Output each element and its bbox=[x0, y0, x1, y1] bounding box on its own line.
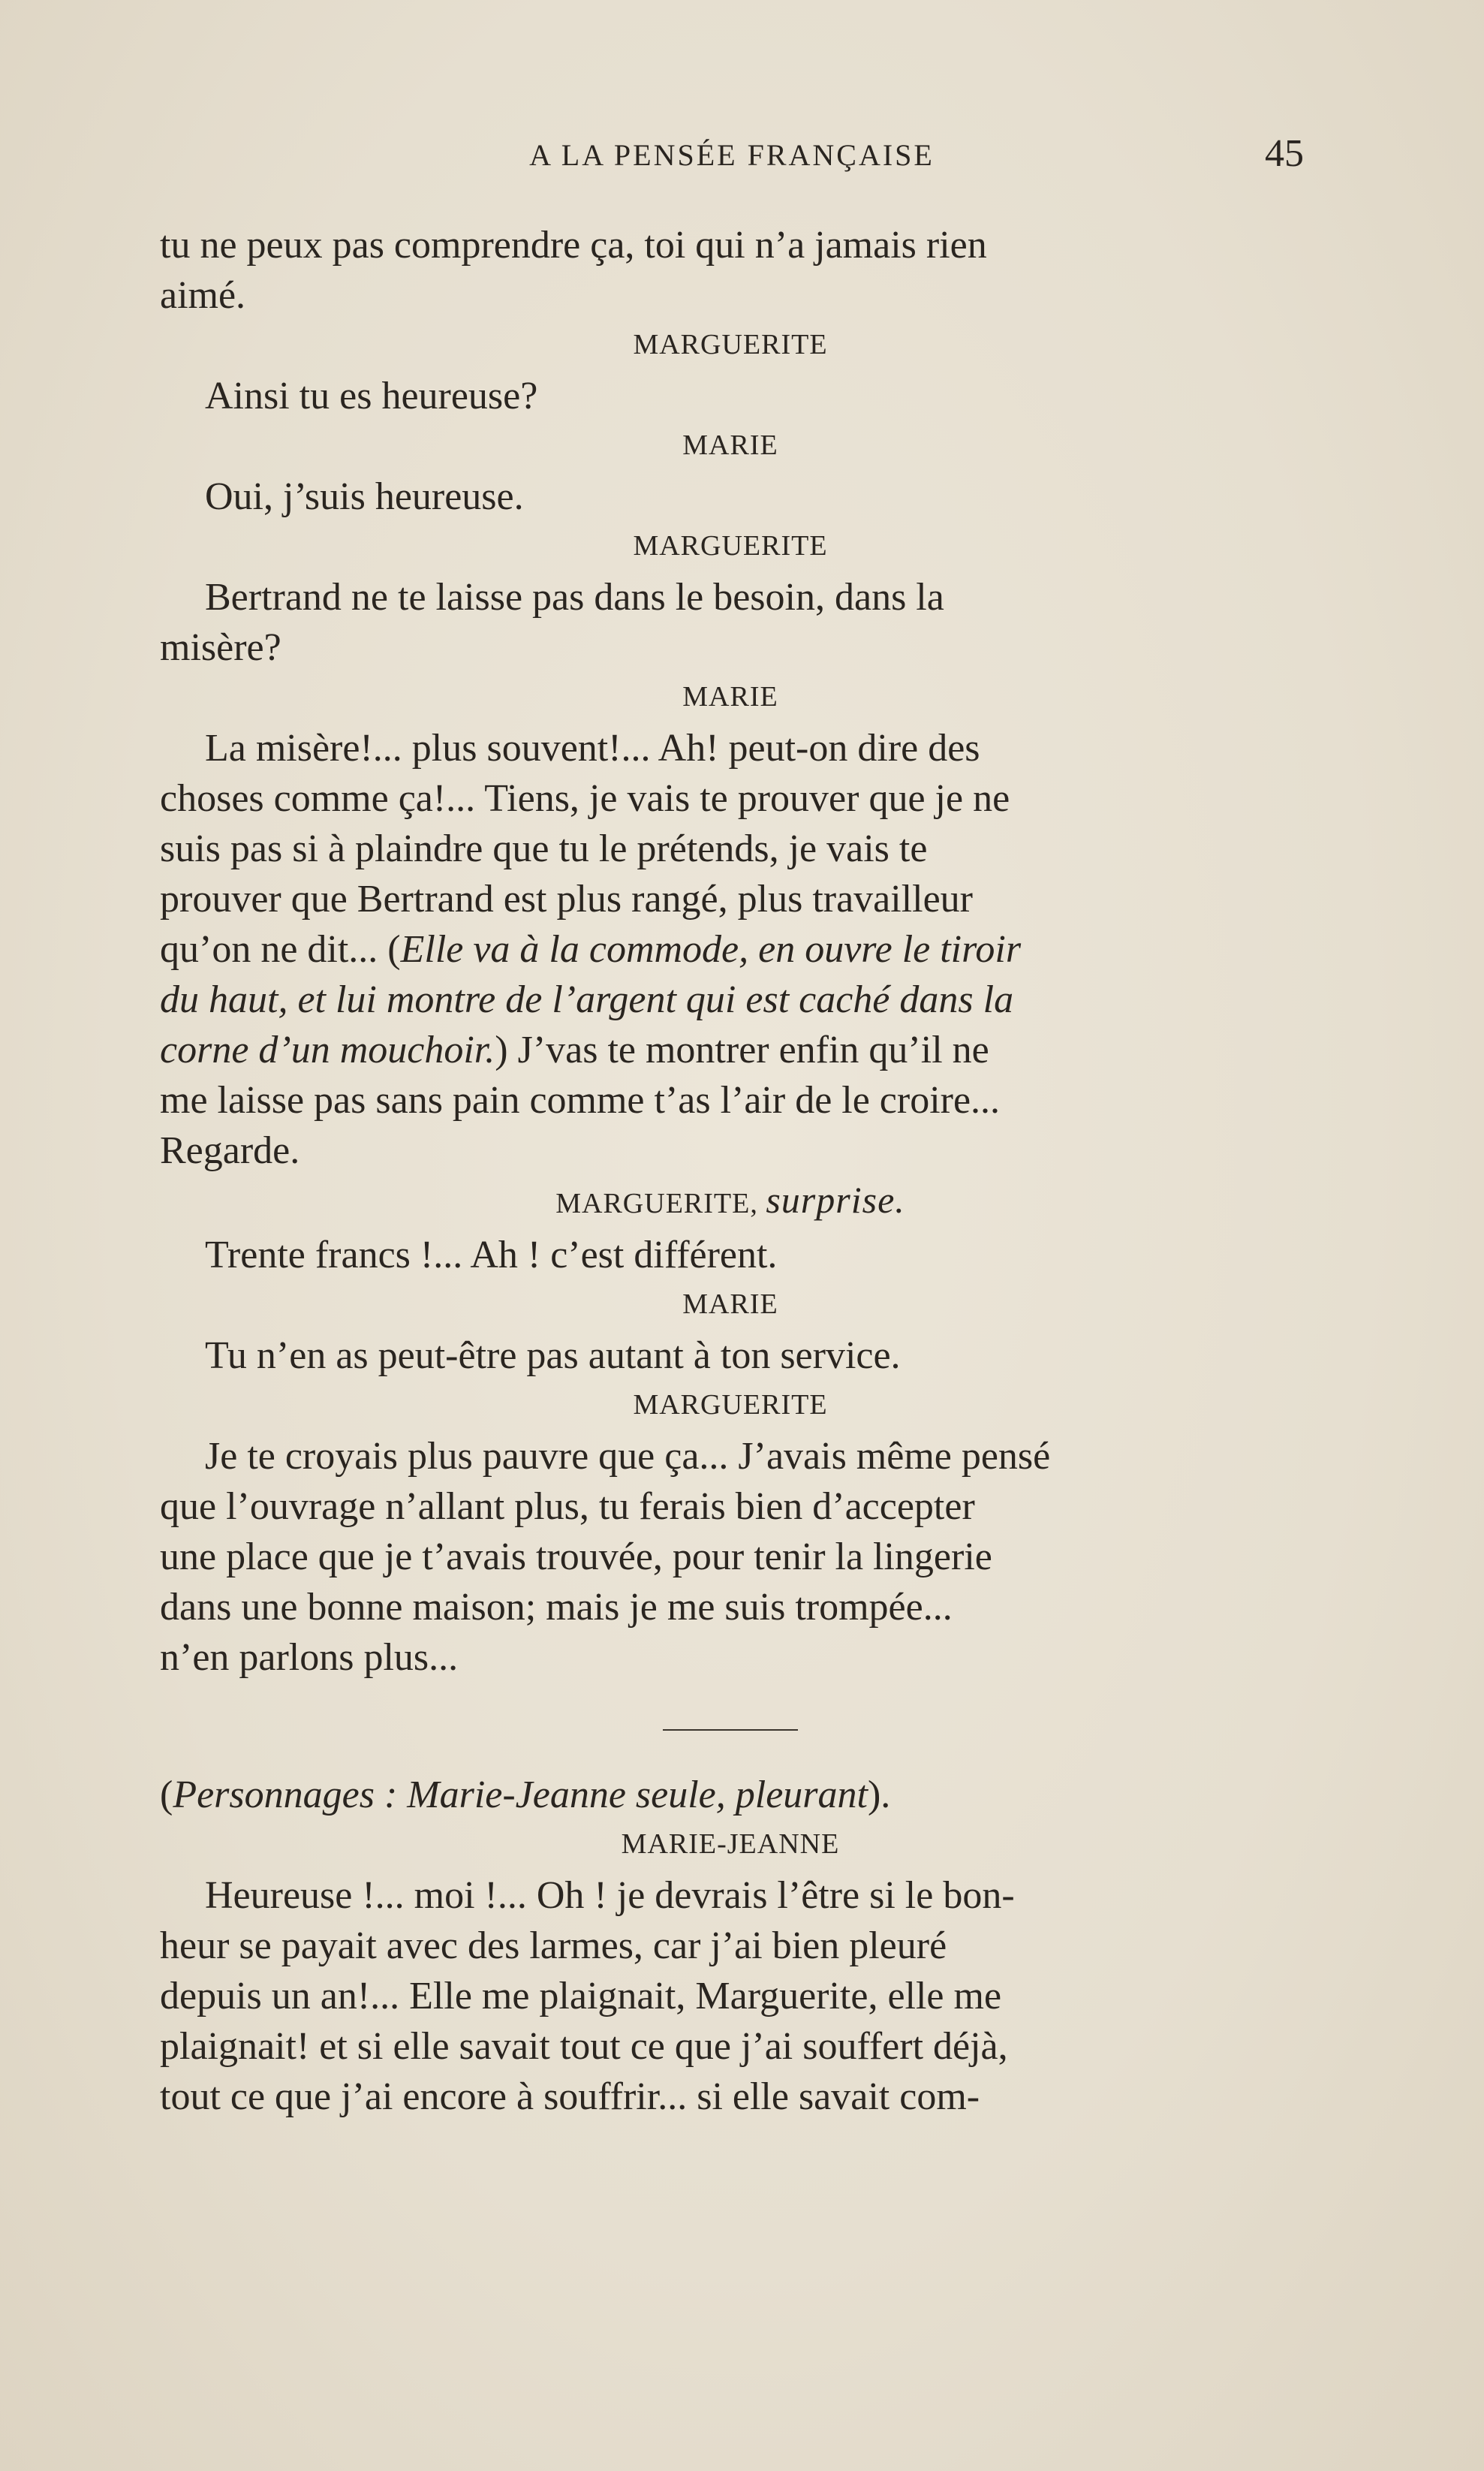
speaker-name: MARIE bbox=[682, 429, 778, 461]
paren: ( bbox=[160, 1773, 173, 1816]
paragraph bbox=[160, 723, 1301, 1176]
paragraph: Ainsi tu es heureuse? bbox=[205, 375, 538, 417]
stage-direction: corne d’un mouchoir. bbox=[160, 1029, 495, 1071]
text-line: suis pas si à plaindre que tu le prétends, je vais te bbox=[160, 827, 928, 870]
stage-direction: Elle va à la commode, en ouvre le tiroir bbox=[400, 928, 1022, 971]
paragraph bbox=[160, 220, 1301, 321]
paragraph: Tu n’en as peut-être pas autant à ton service. bbox=[205, 1334, 901, 1377]
cast-line bbox=[160, 1770, 1301, 1820]
paragraph bbox=[160, 572, 1301, 673]
text-line: aimé. bbox=[160, 274, 246, 317]
text-line: que l’ouvrage n’allant plus, tu ferais bien d’accepter bbox=[160, 1485, 975, 1528]
speaker-name: MARIE bbox=[682, 681, 778, 713]
text-line: n’en parlons plus... bbox=[160, 1636, 459, 1679]
section-divider bbox=[663, 1729, 798, 1731]
text-line: choses comme ça!... Tiens, je vais te prouver que je ne bbox=[160, 777, 1010, 820]
text-line: Je te croyais plus pauvre que ça... J’avais même pensé bbox=[205, 1435, 1051, 1478]
text-line: Regarde. bbox=[160, 1129, 300, 1172]
page-body bbox=[160, 220, 1301, 2122]
text-line: misère? bbox=[160, 626, 281, 669]
speaker-name: MARGUERITE bbox=[633, 329, 828, 360]
page-number: 45 bbox=[1265, 132, 1304, 175]
page-header bbox=[160, 132, 1304, 182]
text-line: me laisse pas sans pain comme t’as l’air de le croire... bbox=[160, 1079, 1001, 1122]
text-line: La misère!... plus souvent!... Ah! peut-on dire des bbox=[205, 727, 980, 770]
text-line: Bertrand ne te laisse pas dans le besoin, dans la bbox=[205, 576, 944, 619]
text-line: qu’on ne dit... ( bbox=[160, 928, 401, 971]
speaker-name: MARIE-JEANNE bbox=[621, 1828, 840, 1860]
text-line: prouver que Bertrand est plus rangé, plus travailleur bbox=[160, 878, 973, 921]
text-line: depuis un an!... Elle me plaignait, Marguerite, elle me bbox=[160, 1975, 1002, 2017]
paragraph: Trente francs !... Ah ! c’est différent. bbox=[205, 1234, 778, 1276]
text-line: ) J’vas te montrer enfin qu’il ne bbox=[495, 1029, 989, 1071]
speaker-name: MARIE bbox=[682, 1288, 778, 1320]
speaker-name bbox=[160, 1179, 1301, 1221]
speaker-label: MARGUERITE, bbox=[555, 1188, 766, 1219]
text-line: plaignait! et si elle savait tout ce que j’ai souffert déjà, bbox=[160, 2025, 1008, 2068]
speaker-name: MARGUERITE bbox=[633, 1389, 828, 1421]
text-line: dans une bonne maison; mais je me suis trompée... bbox=[160, 1586, 953, 1629]
text-line: tu ne peux pas comprendre ça, toi qui n’a jamais rien bbox=[160, 224, 987, 267]
stage-direction: Personnages : Marie-Jeanne seule, pleurant bbox=[173, 1773, 868, 1816]
paragraph bbox=[160, 1870, 1301, 2122]
stage-direction: surprise. bbox=[766, 1179, 905, 1221]
paragraph bbox=[160, 1431, 1301, 1683]
text-line: tout ce que j’ai encore à souffrir... si elle savait com- bbox=[160, 2075, 980, 2118]
text-line: heur se payait avec des larmes, car j’ai bien pleuré bbox=[160, 1924, 947, 1967]
paren: ). bbox=[867, 1773, 891, 1816]
speaker-name: MARGUERITE bbox=[633, 530, 828, 562]
text-line: une place que je t’avais trouvée, pour tenir la lingerie bbox=[160, 1535, 992, 1578]
running-title: A LA PENSÉE FRANÇAISE bbox=[529, 138, 935, 172]
text-line: Heureuse !... moi !... Oh ! je devrais l’être si le bon- bbox=[205, 1874, 1015, 1917]
paragraph: Oui, j’suis heureuse. bbox=[205, 475, 524, 518]
stage-direction: du haut, et lui montre de l’argent qui est caché dans la bbox=[160, 978, 1014, 1021]
